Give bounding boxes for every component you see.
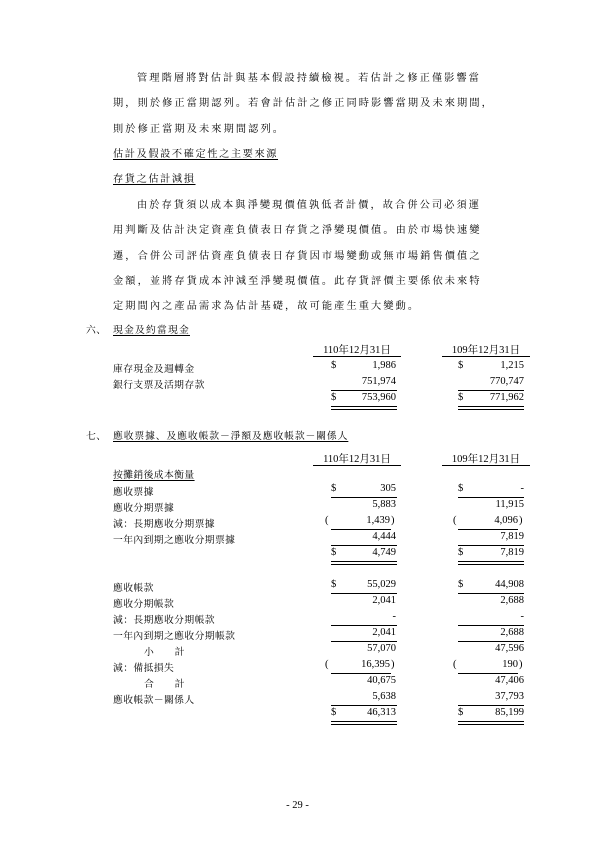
currency-sign: $ [331, 547, 337, 558]
notes-total: 4,749 [372, 547, 396, 558]
currency-sign: $ [458, 360, 464, 371]
intro-line-1: 管理階層將對估計與基本假設持續檢視。若估計之修正僅影響當 [137, 73, 482, 84]
notes-value: 305 [380, 483, 396, 494]
notes-value: 7,819 [500, 531, 524, 542]
ar-value: 2,688 [500, 627, 524, 638]
section7-col2-header: 109年12月31日 [451, 454, 521, 465]
paren-open: ( [325, 659, 329, 670]
ar-row-label: 減：長期應收分期帳款 [113, 615, 215, 626]
section6-value: 751,974 [361, 376, 396, 387]
currency-sign: $ [331, 392, 337, 403]
section7-col1-header: 110年12月31日 [323, 454, 391, 465]
subheading-uncertainty: 估計及假設不確定性之主要來源 [113, 149, 279, 160]
measure-heading: 按攤銷後成本衡量 [113, 470, 195, 481]
notes-row-label: 應收分期票據 [113, 503, 175, 514]
ar-value: - [520, 611, 524, 622]
currency-sign: $ [458, 483, 464, 494]
section6-row-label: 庫存現金及週轉金 [113, 364, 195, 375]
ar-row-label: 一年內到期之應收分期帳款 [113, 631, 236, 642]
section6-total: 753,960 [361, 392, 396, 403]
section6-value: 1,986 [372, 360, 396, 371]
section6-total: 771,962 [489, 392, 524, 403]
inventory-line-5: 定期間內之產品需求為估計基礎，故可能產生重大變動。 [113, 301, 421, 312]
inventory-line-1: 由於存貨須以成本與淨變現價值孰低者計價，故合併公司必須運 [137, 200, 482, 211]
section6-value: 1,215 [500, 360, 524, 371]
ar-row-label: 應收分期帳款 [113, 599, 175, 610]
ar-total-label: 合 計 [144, 679, 185, 690]
notes-row-label: 減：長期應收分期票據 [113, 519, 215, 530]
notes-value: 11,915 [495, 499, 524, 510]
section6-value: 770,747 [489, 376, 524, 387]
paren-open: ( [453, 515, 457, 526]
paren-open: ( [453, 659, 457, 670]
ar-value: 2,688 [500, 595, 524, 606]
notes-value: 1,439 [366, 515, 390, 526]
notes-row-label: 應收票據 [113, 487, 154, 498]
section6-col2-header: 109年12月31日 [451, 345, 521, 356]
section7-title: 應收票據、及應收帳款－淨額及應收帳款－關係人 [113, 431, 349, 442]
paren-open: ( [325, 515, 329, 526]
ar-value: 47,406 [495, 675, 524, 686]
ar-grand-total: 85,199 [495, 707, 524, 718]
ar-value: 44,908 [495, 579, 524, 590]
currency-sign: $ [331, 483, 337, 494]
ar-value: 57,070 [367, 643, 396, 654]
intro-line-3: 則於修正當期及未來期間認列。 [113, 124, 286, 135]
ar-value: 190 [502, 659, 518, 670]
paren-close: ) [391, 515, 395, 526]
paren-close: ) [519, 515, 523, 526]
currency-sign: $ [331, 579, 337, 590]
ar-value: - [392, 611, 396, 622]
currency-sign: $ [331, 360, 337, 371]
inventory-line-3: 遷，合併公司評估資產負債表日存貨因市場變動或無市場銷售價值之 [113, 251, 482, 262]
paren-close: ) [391, 659, 395, 670]
ar-value: 2,041 [372, 627, 396, 638]
section6-col1-header: 110年12月31日 [323, 345, 391, 356]
ar-value: 16,395 [361, 659, 390, 670]
ar-subtotal-label: 小 計 [144, 647, 185, 658]
subheading-inventory: 存貨之估計減損 [113, 174, 196, 185]
section6-title: 現金及約當現金 [113, 325, 190, 336]
currency-sign: $ [458, 547, 464, 558]
ar-grand-total: 46,313 [367, 707, 396, 718]
ar-value: 5,638 [372, 691, 396, 702]
section6-row-label: 銀行支票及活期存款 [113, 380, 205, 391]
inventory-line-2: 用判斷及估計決定資產負債表日存貨之淨變現價值。由於市場快速變 [113, 225, 482, 236]
section6-number: 六、 [86, 325, 107, 336]
ar-value: 2,041 [372, 595, 396, 606]
ar-value: 55,029 [367, 579, 396, 590]
currency-sign: $ [458, 579, 464, 590]
ar-value: 47,596 [495, 643, 524, 654]
notes-value: 4,444 [372, 531, 396, 542]
ar-row-label: 應收帳款－關係人 [113, 695, 195, 706]
notes-row-label: 一年內到期之應收分期票據 [113, 535, 236, 546]
currency-sign: $ [458, 392, 464, 403]
paren-close: ) [519, 659, 523, 670]
ar-value: 37,793 [495, 691, 524, 702]
inventory-line-4: 金額，並將存貨成本沖減至淨變現價值。此存貨評價主要係依未來特 [113, 276, 482, 287]
ar-row-label: 應收帳款 [113, 583, 154, 594]
notes-value: 4,096 [494, 515, 518, 526]
ar-row-label: 減：備抵損失 [113, 663, 175, 674]
section7-number: 七、 [86, 431, 107, 442]
ar-value: 40,675 [367, 675, 396, 686]
notes-total: 7,819 [500, 547, 524, 558]
page-number: - 29 - [286, 800, 309, 811]
notes-value: - [520, 483, 524, 494]
notes-value: 5,883 [372, 499, 396, 510]
currency-sign: $ [331, 707, 337, 718]
intro-line-2: 期，則於修正當期認列。若會計估計之修正同時影響當期及未來期間， [113, 98, 494, 109]
currency-sign: $ [458, 707, 464, 718]
